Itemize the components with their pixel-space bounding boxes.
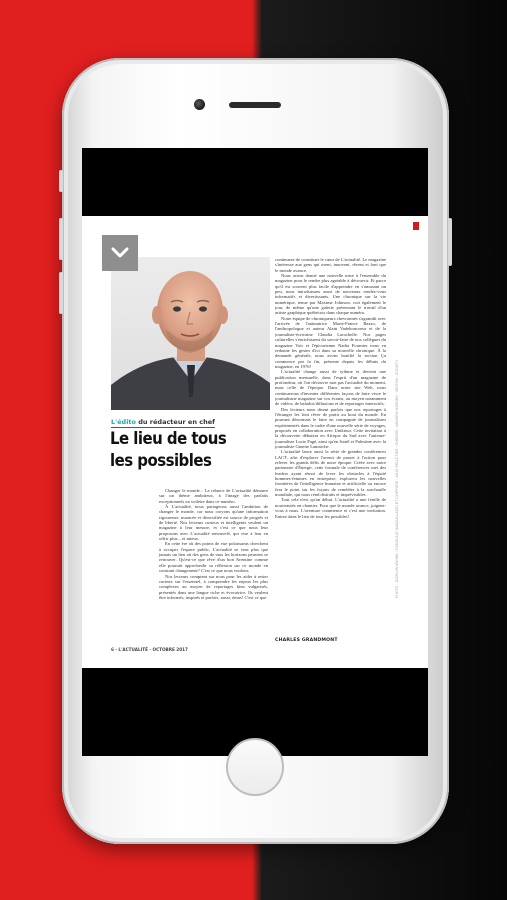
editor-photo bbox=[111, 257, 270, 410]
article-headline bbox=[110, 428, 251, 472]
paragraph: Nos lecteurs comptent sur nous pour les aider à rester curieux sur l'essentiel, à comprendre les enjeux les plus complexes au moyen de reportages bien vulgarisés, présentés dans une langue riche et évocatrice. Ils veulent être informés, inspirés et parfois, aussi, émus! C'est ce que bbox=[159, 573, 268, 600]
paragraph: Des lecteurs nous disent parfois que nos reportages à l'étranger les font rêver de partir au bout du monde. En pouvant désormais le faire en compagnie de journalistes expérimentés dans le cadre d'une nouvelle série de voyages, proposés en collaboration avec Uniktour. Cette invitation à la découverte débutera en Afrique du Sud avec l'auteure-journaliste Lucie Pagé, ainsi qu'en Israël et Palestine avec la journaliste Ginette Lamarche. bbox=[275, 406, 386, 450]
corner-mark bbox=[413, 222, 419, 230]
volume-up-button bbox=[59, 218, 63, 260]
paragraph: À L'actualité, nous partageons aussi l'ambition de changer le monde, car nous croyons qu'une information rigoureuse, nuancée et diversifiée est source de progrès et de liberté. Nos lecteurs curieux et intelligents veulent un magazine à leur mesure, et c'est ce que nous leur proposons avec L'actualité renouvelé, qui vise à leur en offrir plus... et mieux. bbox=[159, 504, 268, 542]
editor-portrait bbox=[111, 257, 270, 410]
earpiece-speaker bbox=[229, 102, 281, 108]
author-signature: CHARLES GRANDMONT bbox=[275, 638, 338, 643]
body-column-right bbox=[275, 257, 386, 637]
photo-credit: PHOTO : JOCELYN MICHEL / CONSULAT (MAQUILLAGE) ET COIFFURE : JULIE PELLETIER · CHEMISE : ANDREW HARDEN · VESTON : SOCIETY bbox=[395, 359, 399, 598]
phone-screen bbox=[82, 148, 428, 756]
paragraph: L'actualité lance aussi la série de grandes conférences LACT, afin d'explorer l'avenir de passer à l'action pour relever les grands défis de notre époque. Créée avec notre partenaire d'Énergir, cette formule de conférences met des leaders ayant réussi de lever les obstacles à l'équité hommes-femmes en entreprise, explorera les nouvelles frontières de l'intelligence humaine et artificielle ou encore fera le point sur les façons de remédier à la surchauffe mondiale, qui nous rend distraits et imprévisibles. bbox=[275, 449, 386, 498]
power-button bbox=[448, 218, 452, 266]
chevron-down-icon bbox=[111, 247, 129, 259]
paragraph: Changer le monde... La relance de L'actualité démarre sur un thème ambitieux, à l'image des parfaits exceptionnels en voilette dans ce numéro. bbox=[159, 488, 268, 504]
paragraph: L'actualité change aussi de rythme et devient une publication mensuelle, dans l'esprit d'un magazine de profondeur, où l'on découvre non pas l'actualité du moment, mais celle de l'époque. Dans notre site Web, nous continuerons d'inventer différentes façons de faire vivre le journalisme magazine sur vos écrans, au moyen notamment de vidéos, de balados/diffusions et de reportages interactifs. bbox=[275, 369, 386, 407]
section-tag-rest: du rédacteur en chef bbox=[136, 418, 215, 426]
section-tag-highlight: L'édito bbox=[111, 418, 136, 426]
silent-switch bbox=[59, 170, 63, 192]
front-camera bbox=[194, 99, 205, 110]
paragraph: Nous avons donné une nouvelle mise à l'ensemble du magazine pour le rendre plus agréable à découvrir. Et parce qu'il est souvent plus facile d'apprendre en s'amusant un peu, nous introduisons aussi de nouveaux rendez-vous informatifs et divertissants. Une chronique sur la vie numérique, tenue par Maxime Johnson, voit également le jour, de même qu'une galerie présentant le travail d'un artiste graphique québécois dans chaque numéro. bbox=[275, 273, 386, 316]
body-column-left bbox=[159, 488, 268, 606]
magazine-page[interactable] bbox=[82, 216, 428, 668]
paragraph: En cette ère où des points de vue polarisants cherchent à occuper l'espace public, L'actualité se veut plus que jamais un lieu où des gens de tous les horizons peuvent se retrouver. Qu'est-ce que rêve d'un bon Aventine comme elle pourrait approfondir sa réflexion sur ce monde en constant changement? C'est ce que nous voulons. bbox=[159, 541, 268, 574]
headline-line-1: Le lieu de tous bbox=[110, 429, 227, 449]
phone-frame bbox=[62, 58, 449, 844]
paragraph: Notre équipe de chroniqueurs chevronnés s'agrandit avec l'arrivée de l'animatrice Marie-France Bazzo, de l'anthropologue et auteur Alain Vadeboncoeur et de la journaliste-écrivaine Claudia Larochelle. Nos pages culturelles s'enrichissent du savoir-faire de nos collègues du magazine Voir et l'épicurienne Nadia Fournier nous en redonne les gestes d'ici dans sa nouvelle chronique. À la demande générale, nous avons bonifié la section Ça commence par la fin, présente depuis les débuts du magazine, en 1976! bbox=[275, 315, 386, 369]
collapse-toolbar-button[interactable] bbox=[102, 235, 138, 271]
page-folio: 6 · L'ACTUALITÉ · OCTOBRE 2017 bbox=[111, 647, 188, 652]
home-button[interactable] bbox=[226, 738, 284, 796]
volume-down-button bbox=[59, 272, 63, 314]
section-tag bbox=[111, 418, 215, 428]
paragraph: continuera de constituer le cœur de L'actualité. Le magazine s'intéresse aux gens qui osent, innovent, rêvent et font que le monde avance. bbox=[275, 257, 386, 273]
paragraph: Tout cela n'est qu'un début. L'actualité a une feuille de nouveautés en chantier. Pour que le monde avance, joignez-vous à nous. L'aventure commence et c'est une invitation. Entrez dans le lieu de tous les possibles! bbox=[275, 497, 386, 519]
headline-line-2: les possibles bbox=[110, 451, 212, 471]
